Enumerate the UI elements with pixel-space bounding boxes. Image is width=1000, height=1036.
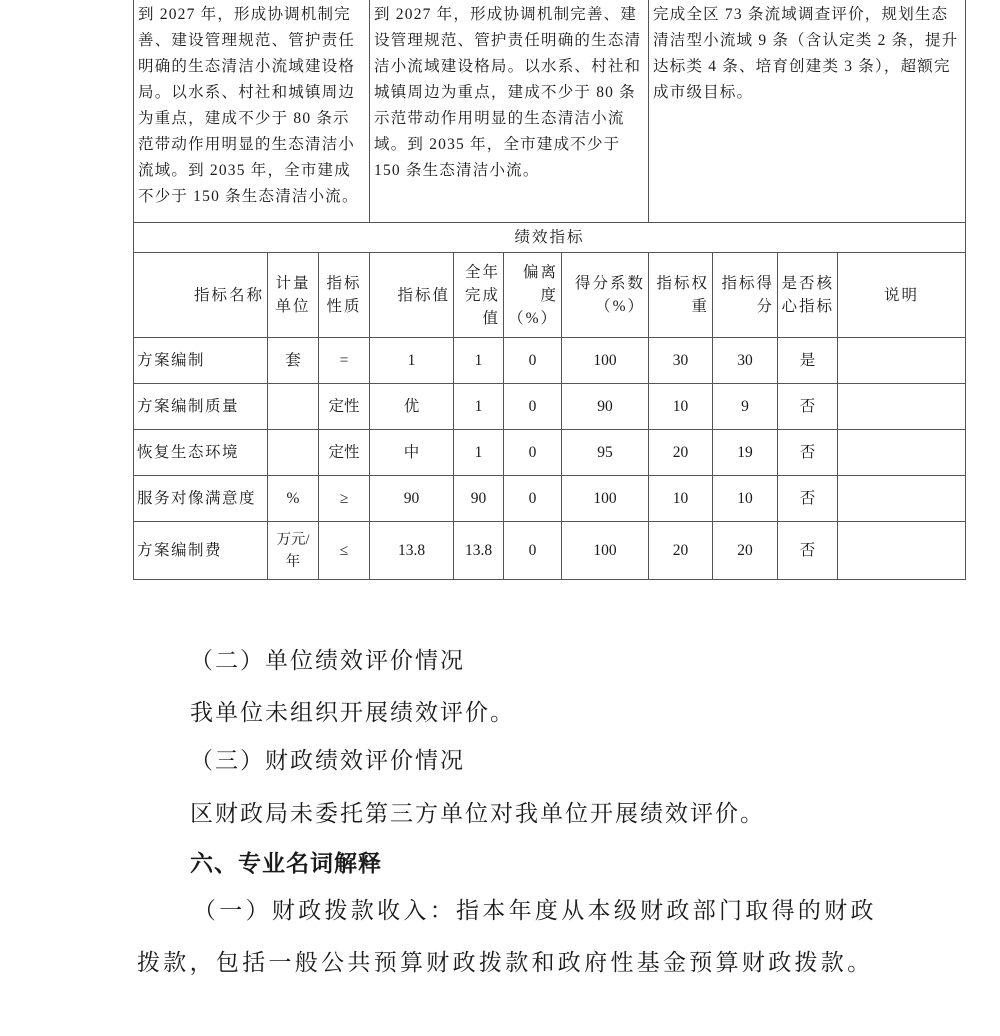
- header-indicator-name: 指标名称: [134, 253, 268, 338]
- cell-weight: 20: [649, 522, 713, 580]
- cell-score: 30: [713, 338, 778, 384]
- cell-nature: ≥: [319, 476, 370, 522]
- cell-deviation: 0: [504, 430, 562, 476]
- cell-actual: 13.8: [454, 522, 504, 580]
- cell-nature: 定性: [319, 430, 370, 476]
- cell-note: [838, 430, 966, 476]
- cell-weight: 30: [649, 338, 713, 384]
- subsection-3-body: 区财政局未委托第三方单位对我单位开展绩效评价。: [190, 801, 765, 826]
- term-1-paragraph: （一）财政拨款收入：指本年度从本级财政部门取得的财政拨款，包括一般公共预算财政拨款和政府性基金预算财政拨款。: [137, 898, 877, 975]
- header-nature: 指标性质: [319, 253, 370, 338]
- goal-cell-long-term: 到 2027 年，形成协调机制完善、建设管理规范、管护责任明确的生态清洁小流域建设格局。以水系、村社和城镇周边为重点，建成不少于 80 条示范带动作用明显的生态清洁小流域。到 2035 年，全市建成不少于 150 条生态清洁小流。: [134, 0, 370, 223]
- cell-score: 20: [713, 522, 778, 580]
- header-coefficient: 得分系数（%）: [562, 253, 649, 338]
- table-row: [134, 338, 966, 384]
- cell-coefficient: 90: [562, 384, 649, 430]
- header-weight: 指标权重: [649, 253, 713, 338]
- goal-cell-completion: 完成全区 73 条流域调查评价，规划生态清洁型小流域 9 条（含认定类 2 条，提升达标类 4 条、培育创建类 3 条），超额完成市级目标。: [649, 0, 966, 223]
- cell-core: 否: [778, 476, 838, 522]
- header-score: 指标得分: [713, 253, 778, 338]
- cell-weight: 20: [649, 430, 713, 476]
- goal-cell-annual: 到 2027 年，形成协调机制完善、建设管理规范、管护责任明确的生态清洁小流域建设格局。以水系、村社和城镇周边为重点，建成不少于 80 条示范带动作用明显的生态清洁小流域。到 2035 年，全市建成不少于 150 条生态清洁小流。: [370, 0, 649, 223]
- cell-target: 90: [370, 476, 454, 522]
- cell-coefficient: 100: [562, 476, 649, 522]
- cell-coefficient: 100: [562, 522, 649, 580]
- cell-target: 1: [370, 338, 454, 384]
- cell-note: [838, 476, 966, 522]
- cell-weight: 10: [649, 384, 713, 430]
- cell-unit: %: [268, 476, 319, 522]
- cell-nature: 定性: [319, 384, 370, 430]
- cell-actual: 90: [454, 476, 504, 522]
- cell-deviation: 0: [504, 522, 562, 580]
- table-row: [134, 476, 966, 522]
- cell-deviation: 0: [504, 338, 562, 384]
- goal-row: [134, 0, 966, 223]
- header-deviation: 偏离度（%）: [504, 253, 562, 338]
- cell-nature: =: [319, 338, 370, 384]
- cell-name: 恢复生态环境: [134, 430, 268, 476]
- cell-core: 否: [778, 522, 838, 580]
- cell-actual: 1: [454, 430, 504, 476]
- cell-target: 中: [370, 430, 454, 476]
- header-note: 说明: [838, 253, 966, 338]
- section-6-heading: 六、专业名词解释: [190, 851, 382, 877]
- cell-score: 19: [713, 430, 778, 476]
- cell-actual: 1: [454, 384, 504, 430]
- header-core: 是否核心指标: [778, 253, 838, 338]
- cell-weight: 10: [649, 476, 713, 522]
- table-row: [134, 522, 966, 580]
- cell-target: 13.8: [370, 522, 454, 580]
- cell-deviation: 0: [504, 476, 562, 522]
- table-row: [134, 384, 966, 430]
- cell-name: 方案编制质量: [134, 384, 268, 430]
- cell-unit: [268, 430, 319, 476]
- cell-core: 否: [778, 384, 838, 430]
- cell-unit: 万元/年: [268, 522, 319, 580]
- table-row: [134, 430, 966, 476]
- cell-actual: 1: [454, 338, 504, 384]
- header-unit: 计量单位: [268, 253, 319, 338]
- cell-name: 方案编制: [134, 338, 268, 384]
- cell-nature: ≤: [319, 522, 370, 580]
- cell-name: 服务对像满意度: [134, 476, 268, 522]
- header-actual: 全年完成值: [454, 253, 504, 338]
- subsection-3-heading: （三）财政绩效评价情况: [190, 748, 465, 773]
- subsection-2-body: 我单位未组织开展绩效评价。: [190, 700, 515, 725]
- section-title-row: [134, 223, 966, 253]
- cell-note: [838, 338, 966, 384]
- cell-coefficient: 100: [562, 338, 649, 384]
- header-target: 指标值: [370, 253, 454, 338]
- performance-table: [133, 0, 966, 580]
- cell-note: [838, 522, 966, 580]
- cell-deviation: 0: [504, 384, 562, 430]
- cell-name: 方案编制费: [134, 522, 268, 580]
- cell-target: 优: [370, 384, 454, 430]
- cell-core: 否: [778, 430, 838, 476]
- cell-core: 是: [778, 338, 838, 384]
- cell-score: 10: [713, 476, 778, 522]
- subsection-2-heading: （二）单位绩效评价情况: [190, 648, 465, 673]
- cell-score: 9: [713, 384, 778, 430]
- cell-unit: [268, 384, 319, 430]
- cell-unit: 套: [268, 338, 319, 384]
- cell-note: [838, 384, 966, 430]
- section-title: 绩效指标: [134, 223, 966, 253]
- cell-coefficient: 95: [562, 430, 649, 476]
- header-row: [134, 253, 966, 338]
